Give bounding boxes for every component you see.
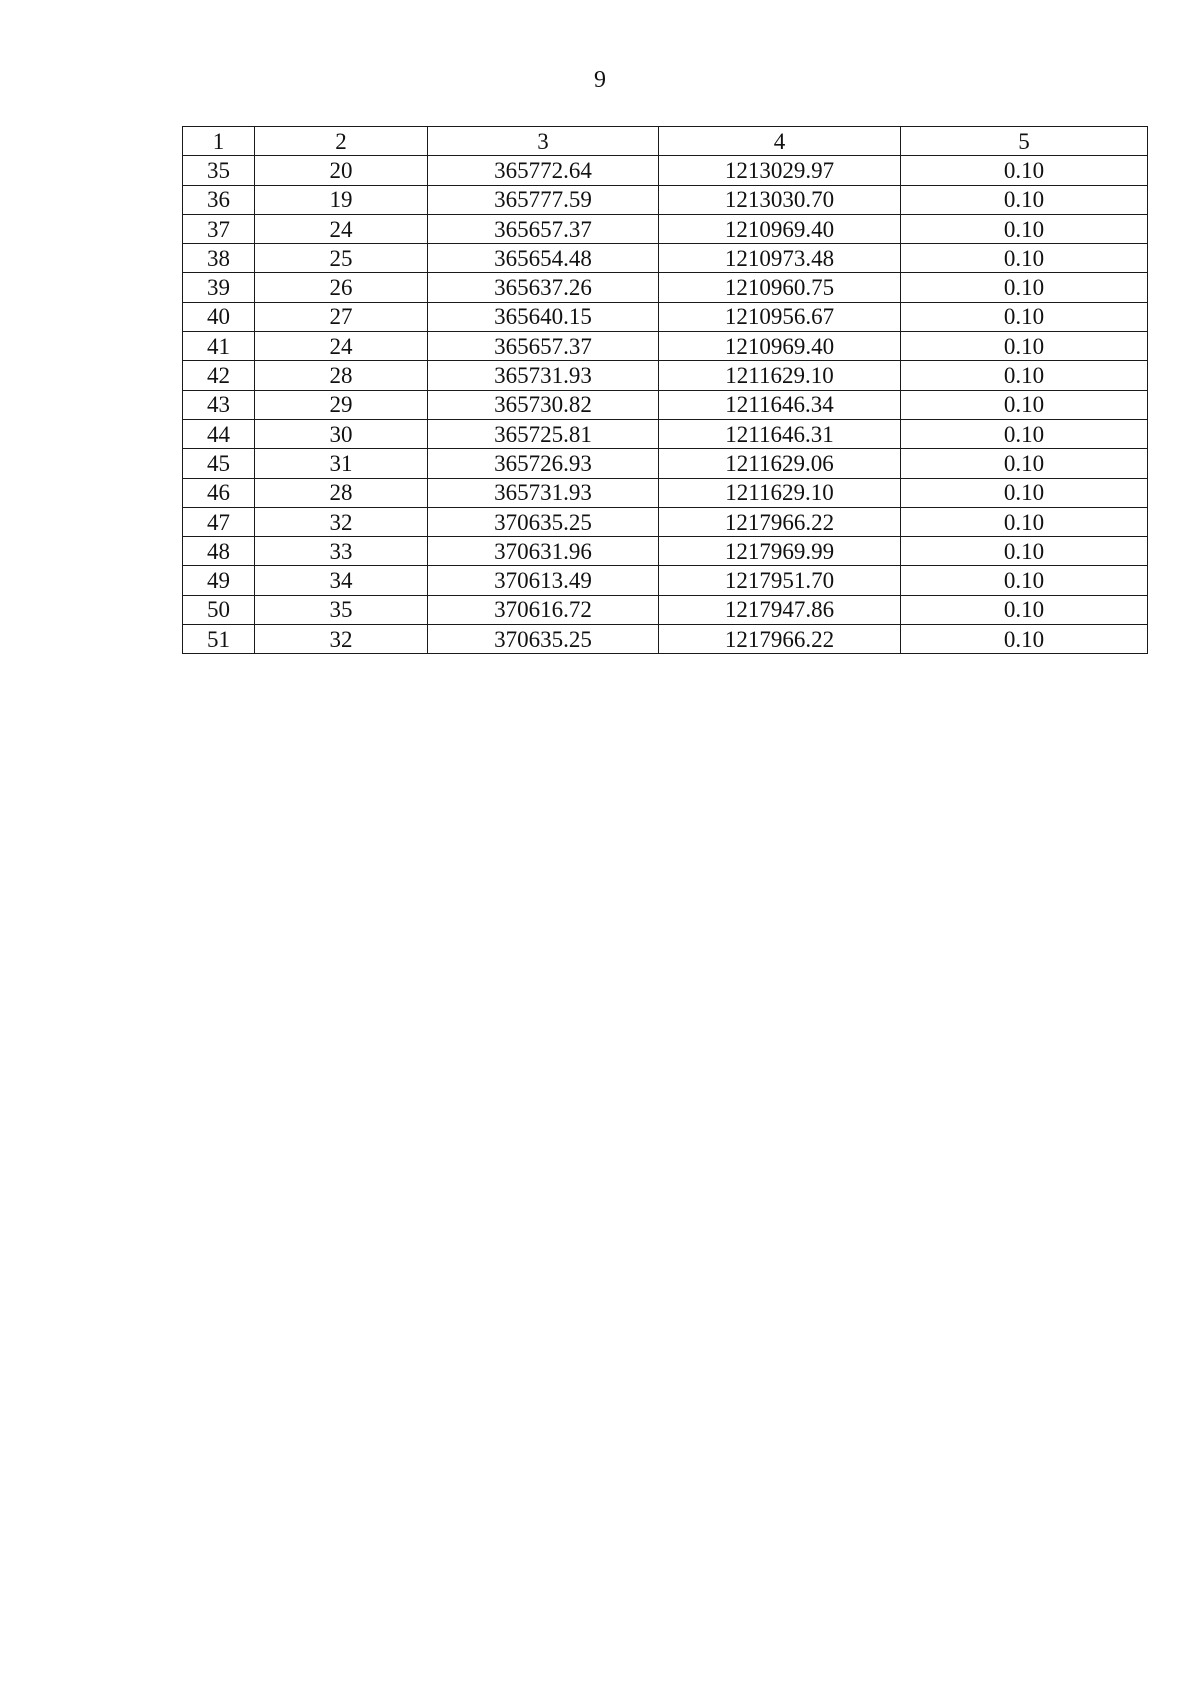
table-cell: 0.10	[901, 390, 1148, 419]
table-cell: 1213029.97	[659, 156, 901, 185]
table-cell: 0.10	[901, 156, 1148, 185]
table-cell: 370631.96	[428, 537, 659, 566]
column-number-1: 1	[183, 127, 255, 156]
table-cell: 1211629.10	[659, 361, 901, 390]
table-row	[183, 478, 1148, 507]
table-cell: 45	[183, 449, 255, 478]
table-cell: 0.10	[901, 537, 1148, 566]
table-header-row	[183, 127, 1148, 156]
table-cell: 365777.59	[428, 185, 659, 214]
table-cell: 0.10	[901, 332, 1148, 361]
column-number-2: 2	[255, 127, 428, 156]
table-cell: 370613.49	[428, 566, 659, 595]
table-cell: 28	[255, 478, 428, 507]
table-cell: 0.10	[901, 419, 1148, 448]
table-cell: 365657.37	[428, 332, 659, 361]
table-cell: 42	[183, 361, 255, 390]
table-cell: 0.10	[901, 625, 1148, 654]
table-cell: 0.10	[901, 361, 1148, 390]
table-cell: 0.10	[901, 449, 1148, 478]
table-cell: 0.10	[901, 185, 1148, 214]
table-cell: 365730.82	[428, 390, 659, 419]
table-row	[183, 214, 1148, 243]
table-cell: 48	[183, 537, 255, 566]
table-row	[183, 419, 1148, 448]
table-row	[183, 566, 1148, 595]
table-cell: 1210956.67	[659, 302, 901, 331]
table-cell: 1210969.40	[659, 332, 901, 361]
table-cell: 1211646.34	[659, 390, 901, 419]
table-cell: 365731.93	[428, 478, 659, 507]
table-cell: 370635.25	[428, 507, 659, 536]
table-cell: 43	[183, 390, 255, 419]
table-row	[183, 302, 1148, 331]
table-cell: 1217969.99	[659, 537, 901, 566]
table-cell: 39	[183, 273, 255, 302]
table-cell: 0.10	[901, 507, 1148, 536]
table-cell: 1217966.22	[659, 507, 901, 536]
table-cell: 365772.64	[428, 156, 659, 185]
table-cell: 24	[255, 332, 428, 361]
table-cell: 0.10	[901, 478, 1148, 507]
table-cell: 1211646.31	[659, 419, 901, 448]
table-cell: 1217947.86	[659, 595, 901, 624]
table-cell: 47	[183, 507, 255, 536]
table-cell: 38	[183, 244, 255, 273]
table-row	[183, 595, 1148, 624]
table-cell: 0.10	[901, 595, 1148, 624]
coordinates-table	[182, 126, 1148, 654]
table-cell: 27	[255, 302, 428, 331]
table-row	[183, 244, 1148, 273]
table-cell: 1213030.70	[659, 185, 901, 214]
table-cell: 19	[255, 185, 428, 214]
table-cell: 1210969.40	[659, 214, 901, 243]
table-cell: 24	[255, 214, 428, 243]
table-cell: 1211629.06	[659, 449, 901, 478]
table-cell: 0.10	[901, 244, 1148, 273]
table-cell: 41	[183, 332, 255, 361]
table-cell: 365657.37	[428, 214, 659, 243]
table-cell: 1211629.10	[659, 478, 901, 507]
table-cell: 35	[255, 595, 428, 624]
table-cell: 32	[255, 507, 428, 536]
table-cell: 33	[255, 537, 428, 566]
table-cell: 1217966.22	[659, 625, 901, 654]
table-cell: 28	[255, 361, 428, 390]
table-row	[183, 537, 1148, 566]
table-cell: 365654.48	[428, 244, 659, 273]
table-cell: 0.10	[901, 273, 1148, 302]
table-cell: 51	[183, 625, 255, 654]
table-cell: 35	[183, 156, 255, 185]
table-row	[183, 507, 1148, 536]
table-row	[183, 361, 1148, 390]
table-cell: 44	[183, 419, 255, 448]
table-cell: 31	[255, 449, 428, 478]
table-cell: 25	[255, 244, 428, 273]
table-cell: 365637.26	[428, 273, 659, 302]
table-cell: 34	[255, 566, 428, 595]
table-row	[183, 156, 1148, 185]
column-number-3: 3	[428, 127, 659, 156]
table-cell: 365640.15	[428, 302, 659, 331]
table-cell: 30	[255, 419, 428, 448]
table-row	[183, 449, 1148, 478]
table-cell: 20	[255, 156, 428, 185]
table-cell: 365726.93	[428, 449, 659, 478]
table-cell: 26	[255, 273, 428, 302]
table-cell: 49	[183, 566, 255, 595]
table-row	[183, 332, 1148, 361]
table-cell: 0.10	[901, 566, 1148, 595]
table-cell: 46	[183, 478, 255, 507]
page-number: 9	[594, 67, 606, 93]
table-cell: 36	[183, 185, 255, 214]
table-cell: 29	[255, 390, 428, 419]
table-cell: 40	[183, 302, 255, 331]
table-row	[183, 390, 1148, 419]
table-cell: 50	[183, 595, 255, 624]
table-cell: 370635.25	[428, 625, 659, 654]
table-cell: 32	[255, 625, 428, 654]
table-body	[183, 127, 1148, 654]
table-row	[183, 185, 1148, 214]
table-cell: 0.10	[901, 302, 1148, 331]
table-cell: 1217951.70	[659, 566, 901, 595]
table-cell: 365731.93	[428, 361, 659, 390]
table-cell: 1210973.48	[659, 244, 901, 273]
table-cell: 0.10	[901, 214, 1148, 243]
table-row	[183, 625, 1148, 654]
table-cell: 365725.81	[428, 419, 659, 448]
column-number-4: 4	[659, 127, 901, 156]
table-cell: 37	[183, 214, 255, 243]
table-cell: 370616.72	[428, 595, 659, 624]
table-row	[183, 273, 1148, 302]
table-cell: 1210960.75	[659, 273, 901, 302]
column-number-5: 5	[901, 127, 1148, 156]
